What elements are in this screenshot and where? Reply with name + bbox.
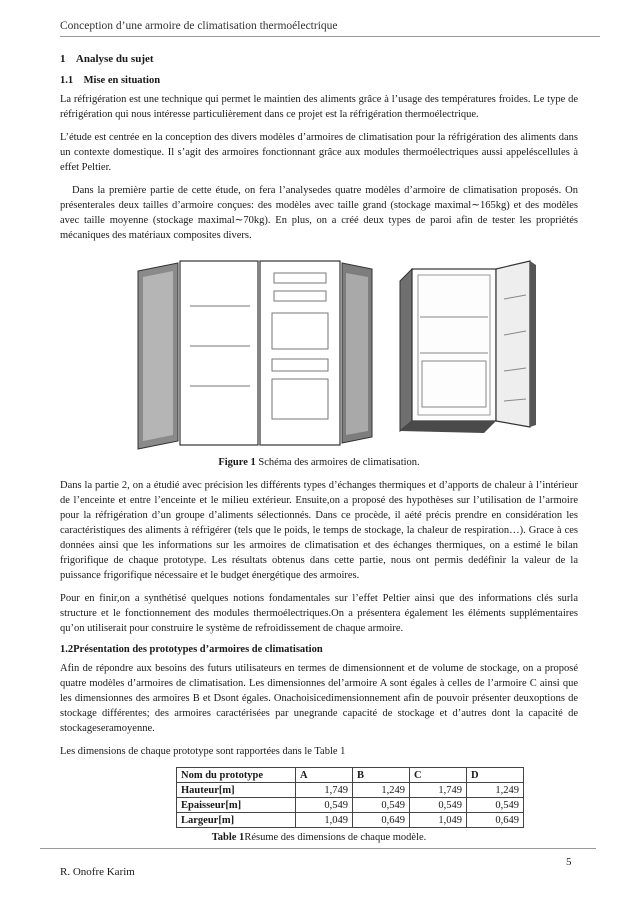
footer-author: R. Onofre Karim xyxy=(60,866,135,878)
row-label: Hauteur[m] xyxy=(177,783,296,798)
running-header: Conception d’une armoire de climatisation thermoélectrique xyxy=(60,20,338,32)
subsection-heading-1-1 xyxy=(60,75,578,86)
table-header-cell: A xyxy=(296,768,353,783)
figure-cabinets xyxy=(60,251,578,451)
table-cell: 1,049 xyxy=(410,813,467,828)
table-cell: 1,749 xyxy=(296,783,353,798)
paragraph-part-one: Dans la première partie de cette étude, on fera l’analysedes quatre modèles d’armoire de climatisation proposés. On présenterales deux tailles d’armoire conçues: des modèles avec taille grand (stockage maximal∼165kg) et des modèles avec taille moyenne (stockage maximal∼70kg). En plus, on a créé deux types de paroi afin de tester les propriétés mécaniques des matériaux composites divers. xyxy=(60,185,578,241)
paragraph-study-scope: L’étude est centrée en la conception des divers modèles d’armoires de climatisation pour la réfrigération des aliments dans un contexte domestique. Il s’agit des armoires fonctionnant grâce aux modules thermoélectriques aussi appeléscellules à effet Peltier. xyxy=(60,132,578,173)
table-caption-text: Résume des dimensions de chaque modèle. xyxy=(244,832,427,843)
table-cell: 0,549 xyxy=(467,798,524,813)
large-cabinet-drawing xyxy=(138,261,372,449)
medium-cabinet-drawing xyxy=(400,261,536,433)
paragraph-prototypes: Afin de répondre aux besoins des futurs utilisateurs en termes de dimensionnent et de volume de stockage, on a proposé quatre modèles d’armoires de climatisation. Les dimensionnes del’armoire A sont égales à celles de l’armoire C ainsi que les dimensionnes des armoires B et Dsont égales. Onachoisicedimensionnement afin de pouvoir présenter deuxoptions de stockage différentes; des armoires caractérisées par unegrande capacité de stockage et d’autres dont la capacité de stockageseramoyenne. xyxy=(60,663,578,734)
table-row xyxy=(177,783,524,798)
table-cell: 1,249 xyxy=(467,783,524,798)
section-number: 1 xyxy=(60,53,66,65)
figure-label: Figure 1 xyxy=(218,457,256,468)
paragraph-intro: La réfrigération est une technique qui permet le maintien des aliments grâce à l’usage des températures froides. Le type de réfrigération qui nous intéresse particulièrement dans ce projet est la réfrigération thermoélectrique. xyxy=(60,94,578,120)
section-heading-1 xyxy=(60,53,578,65)
table-cell: 1,049 xyxy=(296,813,353,828)
table-cell: 1,249 xyxy=(353,783,410,798)
subsection-heading-1-2: 1.2Présentation des prototypes d’armoires de climatisation xyxy=(60,644,323,655)
table-header-cell: C xyxy=(410,768,467,783)
page-content xyxy=(60,50,578,853)
table-header-cell: Nom du prototype xyxy=(177,768,296,783)
table-header-cell: D xyxy=(467,768,524,783)
header-rule xyxy=(60,36,600,37)
table-cell: 0,549 xyxy=(353,798,410,813)
cabinet-drawings xyxy=(60,251,578,451)
page-number: 5 xyxy=(566,856,572,868)
dimensions-table xyxy=(176,767,524,828)
table-cell: 1,749 xyxy=(410,783,467,798)
section-title: Analyse du sujet xyxy=(75,53,154,65)
footer-rule xyxy=(40,848,596,849)
subsection-title: Mise en situation xyxy=(83,75,161,86)
table-row xyxy=(177,813,524,828)
figure-caption-text: Schéma des armoires de climatisation. xyxy=(255,457,420,468)
row-label: Epaisseur[m] xyxy=(177,798,296,813)
table-cell: 0,549 xyxy=(410,798,467,813)
paragraph-part-two: Dans la partie 2, on a étudié avec précision les différents types d’échanges thermiques et d’apports de chaleur à l’intérieur de l’enceinte et entre l’enceinte et le milieu extérieur. Ensuite,on a proposé des hypothèses sur l’utilisation de l’armoire pour la réfrigération d’un groupe d’aliments sélectionnés. Dans ce procède, il aété précis prendre en considération les caractéristiques des aliments à réfrigérer (tels que le poids, le temps de stockage, la chaleur de respiration…). Grace à ces données ainsi que les informations sur les armoires de climatisation et des échanges thermiques, on a estimé le bilan frigorifique de chaque prototype. Les résultats obtenus dans cette partie, nous ont permis dedéfinir la valeur de la puissance frigorifique nécessaire et le budget énergétique des armoires. xyxy=(60,480,578,581)
table-label: Table 1 xyxy=(211,832,245,843)
paragraph-conclusion: Pour en finir,on a synthétisé quelques notions fondamentales sur l’effet Peltier ainsi que des informations clés surla structure et le fonctionnement des modules thermoélectriques.On a présentera également les éléments supplémentaires qu’on utiliserait pour construire le système de refroidissement de chaque armoire. xyxy=(60,593,578,634)
table-cell: 0,649 xyxy=(467,813,524,828)
table-header-cell: B xyxy=(353,768,410,783)
table-cell: 0,549 xyxy=(296,798,353,813)
table-header-row xyxy=(177,768,524,783)
table-row xyxy=(177,798,524,813)
table-caption xyxy=(60,832,578,843)
figure-caption xyxy=(60,457,578,468)
paragraph-table-ref: Les dimensions de chaque prototype sont rapportées dans le Table 1 xyxy=(60,746,346,757)
row-label: Largeur[m] xyxy=(177,813,296,828)
subsection-number: 1.1 xyxy=(60,75,74,86)
table-cell: 0,649 xyxy=(353,813,410,828)
